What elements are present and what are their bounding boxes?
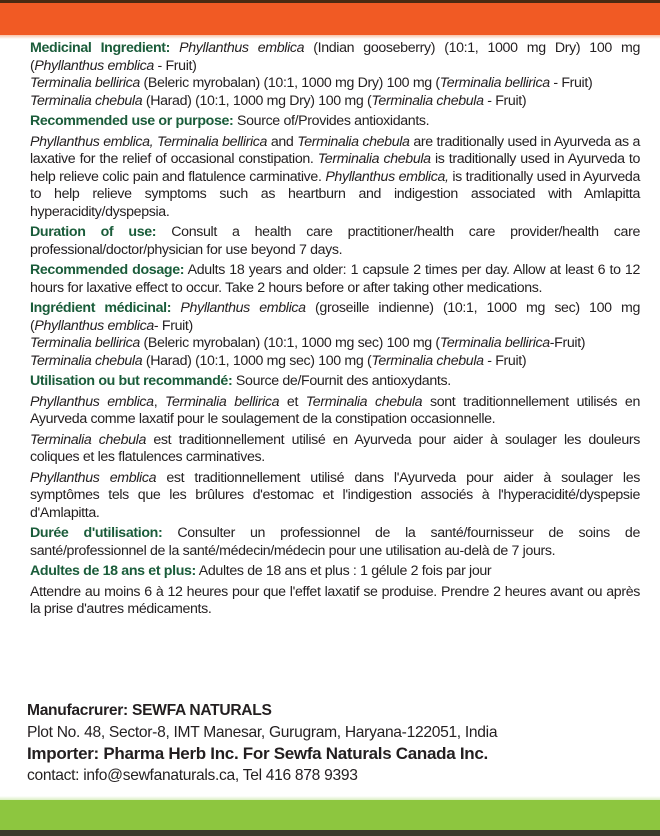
contact-info: contact: info@sewfanaturals.ca, Tel 416 878 9393 bbox=[27, 766, 358, 784]
en-medicinal-ingredient bbox=[30, 40, 640, 75]
fr-use-paragraph-3 bbox=[30, 470, 640, 523]
section-label: Duration of use: bbox=[30, 224, 157, 240]
en-recommended-use bbox=[30, 113, 640, 131]
label-content bbox=[30, 40, 640, 622]
section-text: Adults 18 years and older: 1 capsule 2 times per day. Allow at least 6 to 12 hours for laxative effect to occur. Take 2 hours before or after taking other medications. bbox=[30, 262, 641, 296]
section-text: Consulter un professionnel de la santé/fournisseur de soins de santé/professionnel de la santé/médecin/médecin pour une utilisation au-delà de 7 jours. bbox=[30, 525, 640, 559]
text-fragment: est traditionnellement utilisé en Ayurveda pour aider à soulager les douleurs coliques et les flatulences carminatives. bbox=[30, 431, 640, 465]
bottom-border-line bbox=[0, 830, 660, 836]
ingredient-source: - Fruit) bbox=[483, 92, 527, 109]
text-fragment: is traditionally used in Ayurveda to help relieve symptoms such as heartburn and indigestion associated with Amlapitta hyperacidity/dyspepsia. bbox=[30, 168, 640, 220]
text-fragment: are traditionally used in Ayurveda as a laxative for the relief of occasional constipation. bbox=[30, 133, 640, 167]
ingredient-detail: (groseille indienne) (10:1, 1000 mg sec) 100 mg ( bbox=[30, 300, 641, 334]
species-name: Terminalia chebula bbox=[297, 133, 410, 150]
species-name: Terminalia bellirica bbox=[165, 393, 280, 410]
section-text: Adultes de 18 ans et plus : 1 gélule 2 fois par jour bbox=[195, 563, 492, 579]
species-name: Terminalia chebula bbox=[371, 352, 484, 369]
section-label: Ingrédient médicinal: bbox=[30, 300, 172, 316]
ingredient-source: -Fruit) bbox=[549, 335, 586, 351]
species-name: Phyllanthus emblica bbox=[34, 317, 154, 334]
species-name: Terminalia bellirica bbox=[30, 75, 140, 91]
ingredient-source: - Fruit) bbox=[549, 75, 593, 91]
manufacturer-address: Plot No. 48, Sector-8, IMT Manesar, Gurugram, Haryana-122051, India bbox=[27, 723, 498, 741]
species-name: Terminalia chebula bbox=[30, 352, 143, 369]
footer-color-bar bbox=[0, 800, 660, 830]
en-ingredient-line-3 bbox=[30, 93, 640, 111]
ingredient-detail: (Indian gooseberry) (10:1, 1000 mg Dry) 100 mg ( bbox=[30, 40, 641, 74]
ingredient-source: - Fruit) bbox=[153, 317, 193, 334]
species-name: Terminalia chebula bbox=[317, 151, 431, 167]
species-name: Phyllanthus emblica bbox=[30, 393, 154, 410]
ingredient-detail: (Harad) (10:1, 1000 mg sec) 100 mg ( bbox=[142, 352, 372, 369]
section-label: Medicinal Ingredient: bbox=[30, 40, 171, 56]
fr-dosage bbox=[30, 563, 640, 581]
ingredient-detail: (Beleric myrobalan) (10:1, 1000 mg sec) 100 mg ( bbox=[139, 335, 440, 351]
fr-ingredient-line-2 bbox=[30, 335, 640, 353]
section-label: Durée d'utilisation: bbox=[30, 525, 163, 541]
en-recommended-dosage bbox=[30, 262, 640, 297]
section-text: Source de/Fournit des antioxydants. bbox=[232, 373, 451, 389]
species-name: Phyllanthus emblica bbox=[180, 300, 306, 316]
ingredient-detail: (Harad) (10:1, 1000 mg Dry) 100 mg ( bbox=[142, 92, 372, 109]
species-name: Phyllanthus emblica bbox=[34, 57, 154, 74]
species-name: Phyllanthus emblica, Terminalia bellirica bbox=[30, 133, 268, 150]
section-text: Source of/Provides antioxidants. bbox=[233, 113, 430, 129]
en-ingredient-line-2 bbox=[30, 75, 640, 93]
section-label: Recommended use or purpose: bbox=[30, 113, 234, 129]
species-name: Terminalia chebula bbox=[305, 393, 423, 410]
ingredient-source: - Fruit) bbox=[483, 352, 527, 369]
species-name: Terminalia bellirica bbox=[30, 335, 140, 351]
fr-duration-of-use bbox=[30, 525, 640, 560]
importer: Importer: Pharma Herb Inc. For Sewfa Naturals Canada Inc. bbox=[27, 744, 488, 763]
text-fragment: est traditionnellement utilisé dans l'Ayurveda pour aider à soulager les symptômes tels que les brûlures d'estomac et l'indigestion associés à l'hyperacidité/dyspepsie d'Amlapitta. bbox=[30, 469, 640, 521]
fr-dosage-note bbox=[30, 584, 640, 619]
fr-recommended-use bbox=[30, 373, 640, 391]
ingredient-source: - Fruit) bbox=[153, 57, 197, 74]
text-fragment: , bbox=[153, 393, 166, 410]
section-label: Adultes de 18 ans et plus: bbox=[30, 563, 196, 579]
section-label: Recommended dosage: bbox=[30, 262, 185, 278]
species-name: Terminalia bellirica bbox=[439, 335, 550, 351]
ingredient-detail: (Beleric myrobalan) (10:1, 1000 mg Dry) 100 mg ( bbox=[139, 75, 440, 91]
species-name: Terminalia chebula bbox=[30, 431, 147, 448]
fr-use-paragraph-1 bbox=[30, 394, 640, 429]
en-duration-of-use bbox=[30, 224, 640, 259]
species-name: Phyllanthus emblica bbox=[30, 469, 157, 486]
species-name: Phyllanthus emblica, bbox=[325, 168, 449, 185]
section-label: Utilisation ou but recommandé: bbox=[30, 373, 233, 389]
text-fragment: et bbox=[279, 393, 306, 410]
header-color-bar bbox=[0, 3, 660, 35]
species-name: Phyllanthus emblica bbox=[179, 40, 305, 56]
en-use-paragraph bbox=[30, 134, 640, 222]
header-fade bbox=[0, 35, 660, 39]
section-text: Consult a health care practitioner/health care provider/health care professional/doctor/physician for use beyond 7 days. bbox=[30, 224, 640, 258]
company-info bbox=[27, 700, 647, 786]
manufacturer: Manufacrurer: SEWFA NATURALS bbox=[27, 702, 272, 719]
section-text: Attendre au moins 6 à 12 heures pour que l'effet laxatif se produise. Prendre 2 heures avant ou après la prise d'autres médicaments. bbox=[30, 583, 640, 617]
species-name: Terminalia chebula bbox=[371, 92, 484, 109]
fr-ingredient-line-3 bbox=[30, 353, 640, 371]
fr-use-paragraph-2 bbox=[30, 432, 640, 467]
species-name: Terminalia bellirica bbox=[439, 75, 550, 91]
text-fragment: and bbox=[267, 133, 298, 150]
text-fragment: is traditionally used in Ayurveda to help relieve colic pain and flatulence carminative. bbox=[30, 151, 641, 185]
text-fragment: sont traditionnellement utilisés en Ayurveda comme laxatif pour le soulagement de la constipation occasionnelle. bbox=[30, 393, 640, 427]
fr-ingredient-medicinal bbox=[30, 300, 640, 335]
species-name: Terminalia chebula bbox=[30, 92, 143, 109]
